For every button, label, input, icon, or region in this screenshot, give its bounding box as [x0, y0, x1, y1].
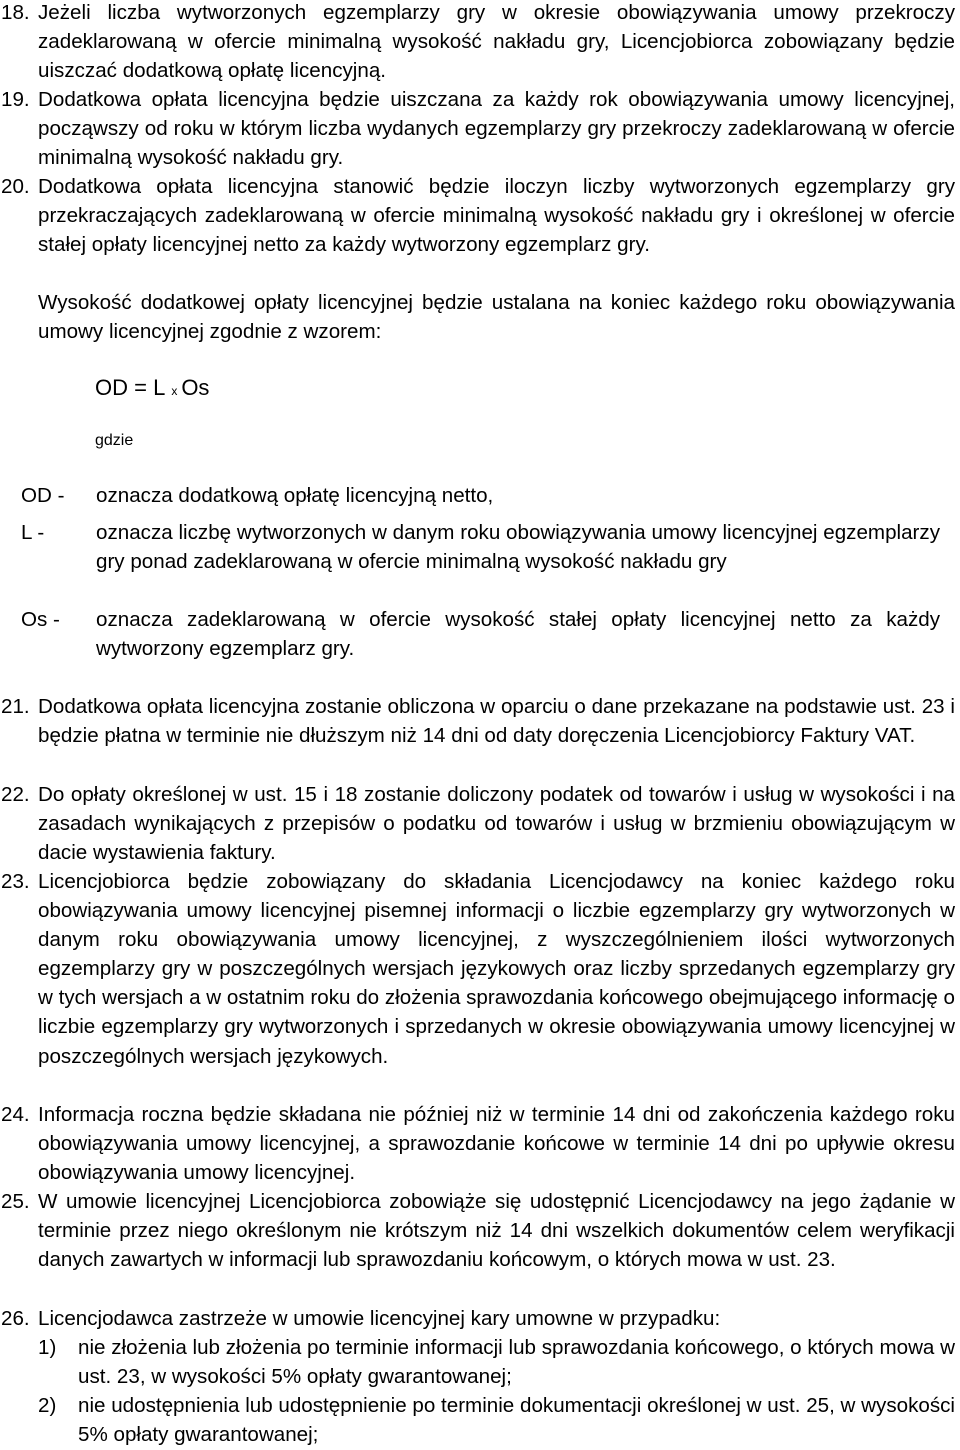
- formula-left: OD = L: [95, 375, 166, 400]
- paragraph-number: 18.: [1, 1, 30, 24]
- paragraph-text: Informacja roczna będzie składana nie później niż w terminie 14 dni od zakończenia każdego roku obowiązywania umowy licencyjnej, a sprawozdanie końcowe w terminie 14 dni po upływie okresu obowiązywania umowy licencyjnej.: [38, 1103, 955, 1185]
- formula-operator: x: [171, 384, 178, 398]
- definition-od: [0, 481, 940, 510]
- paragraph-number: 22.: [1, 783, 30, 806]
- definition-symbol: Os -: [21, 608, 60, 631]
- paragraph-text: Dodatkowa opłata licencyjna będzie uiszczana za każdy rok obowiązywania umowy licencyjnej, począwszy od roku w którym liczba wydanych egzemplarzy gry przekroczy zadeklarowaną w ofercie minimalną wysokość nakładu gry.: [38, 88, 955, 170]
- paragraph-number: 21.: [1, 695, 30, 718]
- paragraph-number: 26.: [1, 1307, 30, 1330]
- formula-right: Os: [181, 375, 210, 400]
- subitem-text: nie udostępnienia lub udostępnienie po terminie dokumentacji określonej w ust. 25, w wysokości 5% opłaty gwarantowanej;: [78, 1394, 955, 1447]
- paragraph-23: [0, 867, 955, 1071]
- definition-symbol: OD -: [21, 484, 65, 507]
- subitem-text: nie złożenia lub złożenia po terminie informacji lub sprawozdania końcowego, o których mowa w ust. 23, w wysokości 5% opłaty gwarantowanej;: [78, 1336, 955, 1389]
- definition-text: oznacza zadeklarowaną w ofercie wysokość stałej opłaty licencyjnej netto za każdy wytworzony egzemplarz gry.: [96, 608, 940, 661]
- paragraph-number: 20.: [1, 175, 30, 198]
- paragraph-25: [0, 1187, 955, 1274]
- paragraph-24: [0, 1100, 955, 1187]
- paragraph-text: Dodatkowa opłata licencyjna stanowić będzie iloczyn liczby wytworzonych egzemplarzy gry przekraczających zadeklarowaną w ofercie minimalną wysokość nakładu gry i określonej w ofercie stałej opłaty licencyjnej netto za każdy wytworzony egzemplarz gry.: [38, 175, 955, 257]
- paragraph-18: [0, 0, 955, 85]
- formula-intro: Wysokość dodatkowej opłaty licencyjnej będzie ustalana na koniec każdego roku obowiązywania umowy licencyjnej zgodnie z wzorem:: [38, 291, 955, 344]
- paragraph-21: [0, 692, 955, 750]
- subitem-number: 2): [38, 1394, 57, 1417]
- formula-where: gdzie: [95, 432, 134, 449]
- definition-text: oznacza liczbę wytworzonych w danym roku obowiązywania umowy licencyjnej egzemplarzy gry ponad zadeklarowaną w ofercie minimalną wysokość nakładu gry: [96, 521, 940, 574]
- definition-symbol: L -: [21, 521, 45, 544]
- paragraph-text: Dodatkowa opłata licencyjna zostanie obliczona w oparciu o dane przekazane na podstawie ust. 23 i będzie płatna w terminie nie dłuższym niż 14 dni od daty doręczenia Licencjobiorcy Faktury VAT.: [38, 695, 955, 748]
- subitem-1: [0, 1333, 955, 1391]
- paragraph-number: 19.: [1, 88, 30, 111]
- definition-l: [0, 518, 940, 576]
- paragraph-text: Do opłaty określonej w ust. 15 i 18 zostanie doliczony podatek od towarów i usług w wysokości i na zasadach wynikających z przepisów o podatku od towarów i usług w brzmieniu obowiązującym w dacie wystawienia faktury.: [38, 783, 955, 865]
- paragraph-number: 23.: [1, 870, 30, 893]
- definition-text: oznacza dodatkową opłatę licencyjną netto,: [96, 484, 494, 507]
- subitem-number: 1): [38, 1336, 57, 1359]
- paragraph-text: Licencjodawca zastrzeże w umowie licencyjnej kary umowne w przypadku:: [38, 1307, 721, 1330]
- paragraph-text: Jeżeli liczba wytworzonych egzemplarzy gry w okresie obowiązywania umowy przekroczy zadeklarowaną w ofercie minimalną wysokość nakładu gry, Licencjobiorca zobowiązany będzie uiszczać dodatkową opłatę licencyjną.: [38, 1, 955, 83]
- paragraph-22: [0, 780, 955, 867]
- formula: [95, 373, 209, 406]
- paragraph-19: [0, 85, 955, 172]
- paragraph-text: Licencjobiorca będzie zobowiązany do składania Licencjodawcy na koniec każdego roku obowiązywania umowy licencyjnej pisemnej informacji o liczbie egzemplarzy gry wytworzonych w danym roku obowiązywania umowy licencyjnej, z wyszczególnieniem ilości wytworzonych egzemplarzy gry w poszczególnych wersjach językowych oraz liczby sprzedanych egzemplarzy gry w tych wersjach a w ostatnim roku do złożenia sprawozdania końcowego obejmującego informację o liczbie egzemplarzy gry wytworzonych i sprzedanych w okresie obowiązywania umowy licencyjnej w poszczególnych wersjach językowych.: [38, 870, 955, 1068]
- paragraph-26: [0, 1304, 955, 1333]
- paragraph-number: 25.: [1, 1190, 30, 1213]
- definition-os: [0, 605, 940, 663]
- subitem-2: [0, 1391, 955, 1449]
- paragraph-text: W umowie licencyjnej Licencjobiorca zobowiąże się udostępnić Licencjodawcy na jego żądanie w terminie przez niego określonym nie krótszym niż 14 dni wszelkich dokumentów celem weryfikacji danych zawartych w informacji lub sprawozdaniu końcowym, o których mowa w ust. 23.: [38, 1190, 955, 1272]
- paragraph-number: 24.: [1, 1103, 30, 1126]
- paragraph-20: [0, 172, 955, 259]
